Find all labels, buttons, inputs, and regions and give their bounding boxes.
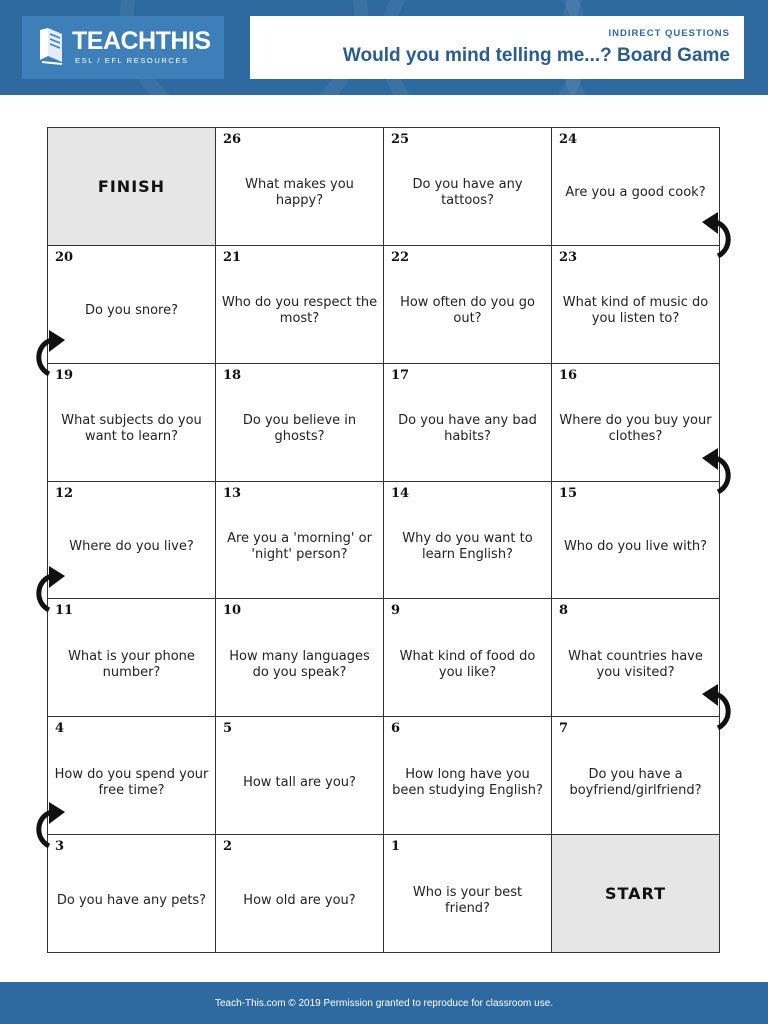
- square-question: How tall are you?: [243, 774, 356, 790]
- logo-title: TEACHTHIS: [72, 27, 211, 55]
- square-question: Do you believe in ghosts?: [242, 413, 357, 445]
- square-question: How long have you been studying English?: [392, 766, 543, 798]
- footer-bar: [0, 982, 768, 1024]
- square-question: Who do you live with?: [563, 538, 708, 554]
- square-number: 5: [223, 721, 233, 737]
- square-number: 18: [223, 367, 242, 383]
- square-question: Why do you want to learn English?: [402, 530, 533, 562]
- square-number: 13: [223, 485, 242, 501]
- square-number: 24: [559, 132, 578, 147]
- worksheet-kicker: INDIRECT QUESTIONS: [608, 28, 730, 39]
- square-number: 6: [391, 721, 401, 737]
- square-question: Who is your best friend?: [412, 884, 523, 916]
- square-number: 7: [559, 721, 569, 737]
- square-number: 14: [391, 485, 410, 501]
- header-bar: [0, 0, 768, 95]
- square-number: 17: [391, 367, 410, 383]
- square-number: 23: [559, 249, 578, 265]
- square-number: 1: [391, 839, 401, 855]
- square-question: How do you spend your free time?: [54, 766, 209, 798]
- square-question: Do you have any tattoos?: [412, 177, 523, 209]
- square-question: Do you have a boyfriend/girlfriend?: [569, 766, 702, 798]
- square-number: 11: [55, 603, 74, 619]
- turn-arrow-icon: [700, 208, 740, 264]
- square-question: How many languages do you speak?: [229, 648, 370, 680]
- square-number: 4: [55, 721, 65, 737]
- board-square: [216, 364, 384, 482]
- start-label: START: [604, 884, 667, 904]
- square-question: How often do you go out?: [400, 295, 535, 327]
- worksheet-title: Would you mind telling me...? Board Game: [342, 45, 730, 66]
- board-square: [48, 482, 216, 600]
- square-number: 25: [391, 132, 410, 147]
- board-square: [384, 717, 552, 835]
- square-number: 26: [223, 132, 242, 147]
- game-board: [47, 127, 720, 953]
- turn-arrow-icon: [27, 562, 67, 618]
- square-number: 15: [559, 485, 578, 501]
- square-number: 19: [55, 367, 74, 383]
- square-number: 20: [55, 249, 74, 265]
- board-square: [48, 599, 216, 717]
- teachthis-logo[interactable]: [22, 16, 224, 79]
- board-square: [216, 482, 384, 600]
- board-square: [216, 835, 384, 953]
- board-square: [216, 128, 384, 246]
- square-number: 22: [391, 249, 410, 265]
- square-question: What subjects do you want to learn?: [61, 413, 202, 445]
- board-square: [48, 246, 216, 364]
- board-square: [48, 835, 216, 953]
- square-number: 2: [223, 839, 233, 855]
- square-number: 16: [559, 367, 578, 383]
- board-square: [552, 128, 720, 246]
- square-question: What countries have you visited?: [568, 648, 703, 680]
- book-logo-icon: [36, 26, 68, 66]
- board-square: [552, 364, 720, 482]
- square-question: Do you snore?: [84, 303, 179, 319]
- square-number: 8: [559, 603, 569, 619]
- board-square: [552, 717, 720, 835]
- copyright-notice: Teach-This.com © 2019 Permission granted to reproduce for classroom use.: [214, 997, 554, 1009]
- square-question: How old are you?: [243, 892, 356, 908]
- board-square: [384, 246, 552, 364]
- board-square: [216, 599, 384, 717]
- title-box: [250, 16, 744, 79]
- square-number: 10: [223, 603, 242, 619]
- square-question: What makes you happy?: [245, 177, 354, 209]
- square-number: 3: [55, 839, 65, 855]
- square-number: 9: [391, 603, 401, 619]
- board-square: [552, 599, 720, 717]
- turn-arrow-icon: [700, 444, 740, 500]
- square-question: Who do you respect the most?: [221, 295, 378, 327]
- board-square: [552, 482, 720, 600]
- square-question: Do you have any pets?: [56, 892, 207, 908]
- board-square: [552, 246, 720, 364]
- square-number: 12: [55, 485, 74, 501]
- square-question: Are you a good cook?: [565, 185, 706, 201]
- square-question: Where do you live?: [69, 538, 194, 554]
- square-question: What is your phone number?: [68, 648, 195, 680]
- board-square: [384, 599, 552, 717]
- start-square: [552, 835, 720, 953]
- square-question: What kind of food do you like?: [399, 648, 536, 680]
- square-question: Do you have any bad habits?: [398, 413, 537, 445]
- board-square: [384, 128, 552, 246]
- square-question: What kind of music do you listen to?: [562, 295, 709, 327]
- board-square: [384, 364, 552, 482]
- turn-arrow-icon: [700, 680, 740, 736]
- logo-subtitle: ESL / EFL RESOURCES: [75, 56, 189, 65]
- square-number: 21: [223, 249, 242, 265]
- board-square: [48, 364, 216, 482]
- square-question: Where do you buy your clothes?: [559, 413, 712, 445]
- square-question: Are you a 'morning' or 'night' person?: [227, 530, 372, 562]
- finish-square: [48, 128, 216, 246]
- turn-arrow-icon: [27, 326, 67, 382]
- board-square: [48, 717, 216, 835]
- board-square: [384, 835, 552, 953]
- board-square: [216, 246, 384, 364]
- board-square: [384, 482, 552, 600]
- board-square: [216, 717, 384, 835]
- finish-label: FINISH: [97, 176, 166, 196]
- turn-arrow-icon: [27, 798, 67, 854]
